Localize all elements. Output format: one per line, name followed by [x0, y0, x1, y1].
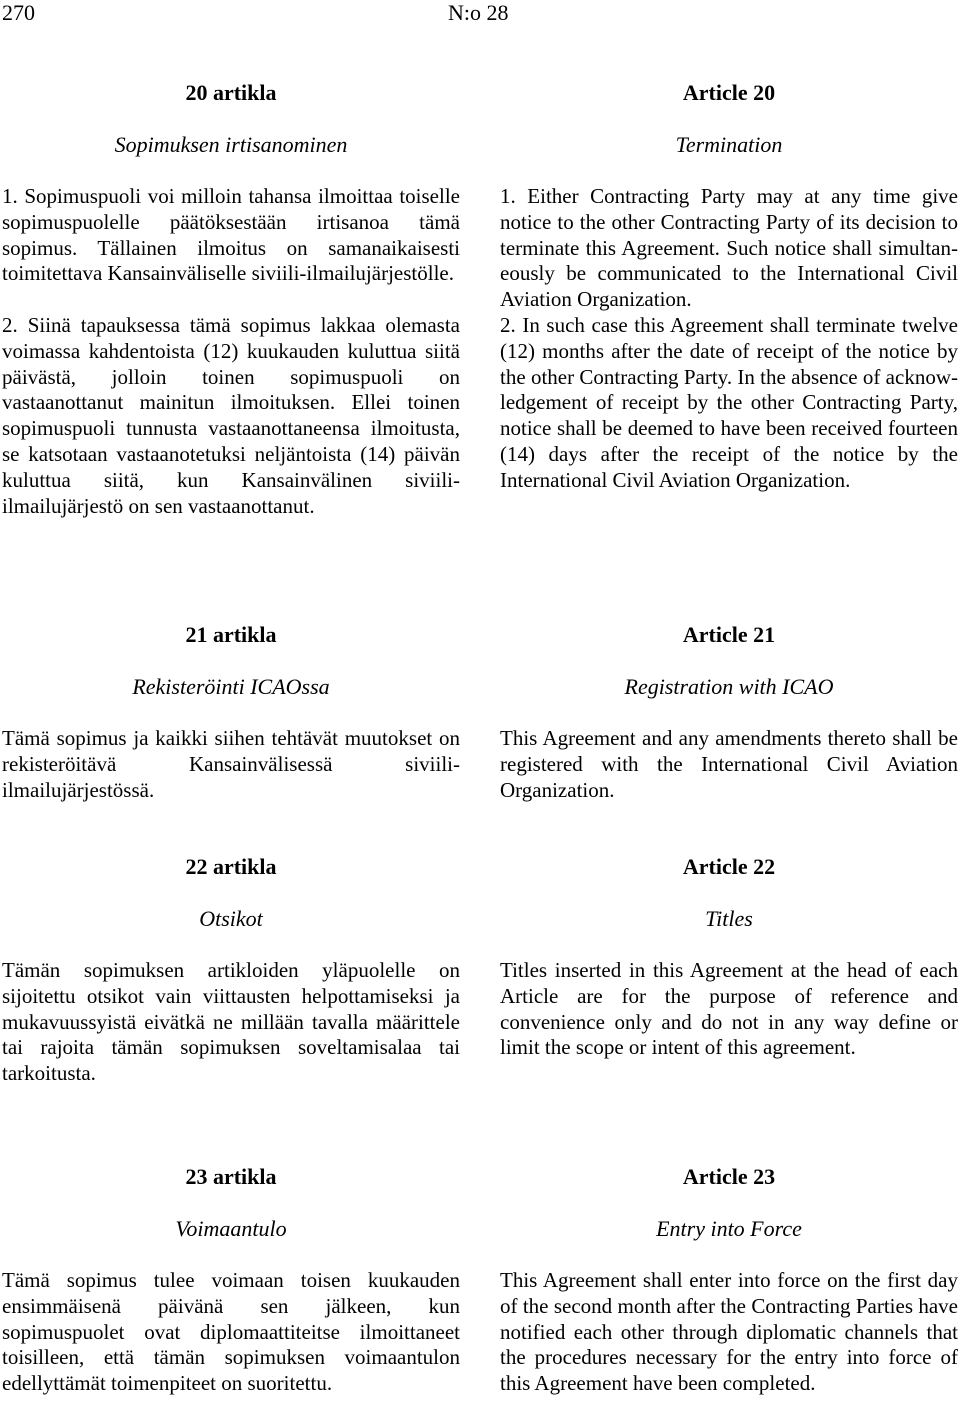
article-20-fi [2, 80, 460, 519]
article-subtitle: Termination [675, 132, 783, 157]
article-heading: Article 21 [682, 622, 776, 647]
article-subtitle: Titles [705, 906, 753, 931]
article-paragraph: Titles inserted in this Agreement at the head of each Article are for the purpose of reference and convenience only and do not in any way define or limit the scope or intent of this agreement. [500, 958, 958, 1060]
article-22-en [500, 854, 958, 1061]
article-paragraph: This Agreement shall enter into force on the first day of the second month after the Contracting Parties have notified each other through diplomatic channels that the procedures necessary for the entry into force of this Agreement have been completed. [500, 1268, 958, 1396]
article-paragraph: Tämä sopimus tulee voimaan toisen kuukauden ensimmäisenä päivänä sen jälkeen, kun sopimuspuolet ovat diplomaattiteitse ilmoittaneet toisilleen, että tämän sopimuksen voimaantulon edellyttämät toimenpiteet on suoritettu. [2, 1268, 460, 1396]
article-paragraph: Tämä sopimus ja kaikki siihen tehtävät muutokset on rekisteröitävä Kansainvälisessä siviili-ilmailujärjestössä. [2, 726, 460, 802]
article-23-fi [2, 1164, 460, 1397]
article-subtitle: Voimaantulo [175, 1216, 287, 1241]
article-23-en [500, 1164, 958, 1397]
article-paragraph: 1. Either Contracting Party may at any time give notice to the other Contracting Party of its decision to terminate this Agreement. Such notice shall simultaneously be communicated to the International Civil Aviation Organization. [500, 184, 958, 312]
article-21-en [500, 622, 958, 803]
article-20-en [500, 80, 958, 494]
article-subtitle: Registration with ICAO [624, 674, 834, 699]
article-subtitle: Rekisteröinti ICAOssa [132, 674, 330, 699]
article-heading: Article 22 [682, 854, 776, 879]
article-22-fi [2, 854, 460, 1087]
article-paragraph: This Agreement and any amendments thereto shall be registered with the International Civil Aviation Organization. [500, 726, 958, 802]
article-heading: 23 artikla [185, 1164, 277, 1189]
article-heading: 22 artikla [185, 854, 277, 879]
article-subtitle: Sopimuksen irtisanominen [114, 132, 348, 157]
page-number: 270 [2, 0, 35, 25]
article-heading: Article 23 [682, 1164, 776, 1189]
article-heading: 21 artikla [185, 622, 277, 647]
article-paragraph: 1. Sopimuspuoli voi milloin tahansa ilmoittaa toiselle sopimuspuolelle päätöksestään irtisanoa tämä sopimus. Tällainen ilmoitus on samanaikaisesti toimitettava Kansainväliselle siviili-ilmailujärjestölle. [2, 184, 460, 286]
article-heading: 20 artikla [185, 80, 277, 105]
issue-number: N:o 28 [448, 0, 509, 25]
article-paragraph: 2. In such case this Agreement shall terminate twelve (12) months after the date of receipt of the notice by the other Contracting Party. In the absence of acknowledgement of receipt by the other Contracting Party, notice shall be deemed to have been received fourteen (14) days after the receipt of the notice by the International Civil Aviation Organization. [500, 312, 958, 492]
article-paragraph: Tämän sopimuksen artikloiden yläpuolelle on sijoitettu otsikot vain viittausten helpottamiseksi ja mukavuussyistä eivätkä ne millään tavalla määrittele tai rajoita tämän sopimuksen soveltamisalaa tai tarkoitusta. [2, 958, 460, 1086]
article-subtitle: Otsikot [199, 906, 263, 931]
article-heading: Article 20 [682, 80, 776, 105]
article-subtitle: Entry into Force [656, 1216, 802, 1241]
article-paragraph: 2. Siinä tapauksessa tämä sopimus lakkaa olemasta voimassa kahdentoista (12) kuukauden kuluttua siitä päivästä, jolloin toinen sopimuspuoli on vastaanottanut mainitun ilmoituksen. Ellei toinen sopimuspuoli tunnusta vastaanottaneensa ilmoitusta, se katsotaan vastaanotetuksi neljäntoista (14) päivän kuluttua siitä, kun Kansainvälinen siviili-ilmailujärjestö on sen vastaanottanut. [2, 312, 460, 518]
article-21-fi [2, 622, 460, 803]
